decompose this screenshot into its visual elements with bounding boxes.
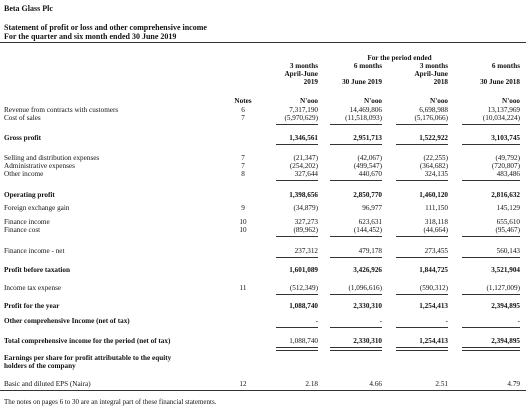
row-value-col3: - (445, 317, 448, 325)
row-value-col4: (49,792) (495, 154, 520, 162)
row-note: 6 (241, 106, 245, 114)
row-value-col2: 2,330,310 (353, 302, 382, 310)
row-value-col4: 2,394,895 (491, 337, 520, 345)
row-value-col3: 273,455 (424, 247, 448, 255)
subtotal-rule (276, 294, 318, 295)
row-note: 8 (241, 170, 245, 178)
grand-total-rule (396, 347, 448, 351)
row-label: Basic and diluted EPS (Naira) (4, 380, 91, 388)
row-value-col2: 479,178 (358, 247, 382, 255)
col3-heading-line2: April-June (414, 70, 448, 78)
row-value-col1: 1,346,561 (289, 134, 318, 142)
row-value-col2: 2,850,770 (353, 191, 382, 199)
row-label: Revenue from contracts with customers (4, 106, 119, 114)
subtotal-rule (330, 327, 382, 328)
grand-total-rule (276, 347, 318, 351)
subtotal-rule (276, 180, 318, 181)
row-value-col3: 1,254,413 (419, 337, 448, 345)
row-value-col4: (1,127,009) (486, 284, 520, 292)
subtotal-rule (396, 327, 448, 328)
row-value-col4: 2,394,895 (491, 302, 520, 310)
col1-heading-line3: 2019 (303, 78, 318, 86)
total-rule (396, 144, 448, 145)
subtotal-rule (276, 327, 318, 328)
subtotal-rule (330, 180, 382, 181)
col4-heading-line3: 30 June 2018 (480, 78, 520, 86)
row-label: Administrative expenses (4, 162, 75, 170)
header-rule (0, 42, 526, 43)
row-value-col3: (5,176,066) (414, 114, 448, 122)
row-value-col1: 2.18 (305, 380, 318, 388)
row-value-col1: 1,088,740 (289, 302, 318, 310)
column-group-heading: For the period ended (367, 54, 432, 62)
row-value-col3: 318,118 (424, 218, 448, 226)
col3-heading-line3: 2018 (433, 78, 448, 86)
row-value-col1: (89,962) (293, 226, 318, 234)
row-label: Finance income - net (4, 247, 65, 255)
row-value-col2: 2,330,310 (353, 337, 382, 345)
row-value-col1: 237,312 (294, 247, 318, 255)
row-value-col3: 1,844,725 (419, 266, 448, 274)
subtotal-rule (462, 327, 520, 328)
col1-heading-line1: 3 months (289, 62, 318, 70)
company-name: Beta Glass Plc (4, 4, 53, 13)
subtotal-rule (396, 294, 448, 295)
row-value-col2: (499,547) (353, 162, 382, 170)
row-value-col2: (42,067) (357, 154, 382, 162)
row-value-col2: (1,096,616) (348, 284, 382, 292)
total-rule (330, 144, 382, 145)
row-value-col3: (364,682) (419, 162, 448, 170)
row-value-col4: 3,521,904 (491, 266, 520, 274)
row-value-col4: 2,816,632 (491, 191, 520, 199)
row-value-col3: 1,460,120 (419, 191, 448, 199)
subtotal-rule (462, 124, 520, 125)
col1-heading-line2: April-June (284, 70, 318, 78)
row-value-col3: 324,135 (424, 170, 448, 178)
row-value-col1: 327,644 (294, 170, 318, 178)
footnote: The notes on pages 6 to 30 are an integral part of these financial statements. (4, 398, 217, 406)
eps-heading-line2: holders of the company (4, 362, 76, 370)
row-note: 12 (239, 380, 247, 388)
row-note: 11 (239, 284, 247, 292)
row-value-col2: 440,670 (358, 170, 382, 178)
row-label: Foreign exchange gain (4, 204, 70, 212)
row-label: Finance income (4, 218, 50, 226)
row-label: Selling and distribution expenses (4, 154, 100, 162)
row-value-col4: 483,486 (496, 170, 520, 178)
eps-heading-line1: Earnings per share for profit attributable to the equity (4, 354, 172, 362)
row-label: Other comprehensive Income (net of tax) (4, 317, 130, 325)
row-value-col1: - (315, 317, 318, 325)
row-value-col1: 327,273 (294, 218, 318, 226)
subtotal-rule (276, 257, 318, 258)
row-value-col2: 3,426,926 (353, 266, 382, 274)
row-value-col4: 655,610 (496, 218, 520, 226)
row-note: 7 (241, 154, 245, 162)
row-value-col3: (590,312) (419, 284, 448, 292)
row-value-col2: (11,518,093) (345, 114, 382, 122)
row-value-col1: (21,347) (293, 154, 318, 162)
row-value-col1: 1,088,740 (289, 337, 318, 345)
row-value-col4: (95,467) (495, 226, 520, 234)
col2-heading-line1: 6 months (353, 62, 382, 70)
row-value-col4: (10,034,224) (482, 114, 520, 122)
row-value-col1: 1,601,089 (289, 266, 318, 274)
row-value-col1: (512,349) (289, 284, 318, 292)
row-value-col1: (34,879) (293, 204, 318, 212)
row-value-col3: 1,522,922 (419, 134, 448, 142)
row-label: Profit for the year (4, 302, 60, 310)
col4-unit: N'ooo (502, 97, 520, 105)
subtotal-rule (276, 124, 318, 125)
row-label: Finance cost (4, 226, 41, 234)
row-value-col4: 4.79 (507, 380, 520, 388)
footer-rule (0, 390, 526, 391)
row-value-col2: 2,951,713 (353, 134, 382, 142)
row-value-col3: 6,698,988 (419, 106, 448, 114)
row-value-col2: (144,452) (353, 226, 382, 234)
subtotal-rule (396, 257, 448, 258)
total-rule (276, 144, 318, 145)
col2-unit: N'ooo (364, 97, 382, 105)
row-note: 9 (241, 204, 245, 212)
statement-title: Statement of profit or loss and other comprehensive income (4, 23, 207, 32)
row-label: Cost of sales (4, 114, 41, 122)
subtotal-rule (396, 236, 448, 237)
row-value-col4: 560,143 (496, 247, 520, 255)
row-value-col4: 13,137,969 (487, 106, 520, 114)
row-value-col3: (44,664) (423, 226, 448, 234)
col3-heading-line1: 3 months (419, 62, 448, 70)
row-value-col4: 3,103,745 (491, 134, 520, 142)
row-value-col4: (720,807) (491, 162, 520, 170)
row-value-col1: 1,398,656 (289, 191, 318, 199)
row-value-col3: (22,255) (423, 154, 448, 162)
subtotal-rule (462, 236, 520, 237)
col4-heading-line1: 6 months (491, 62, 520, 70)
row-value-col2: 4.66 (369, 380, 382, 388)
notes-heading: Notes (234, 97, 252, 105)
row-note: 7 (241, 162, 245, 170)
subtotal-rule (462, 294, 520, 295)
subtotal-rule (396, 180, 448, 181)
grand-total-rule (462, 347, 520, 351)
subtotal-rule (330, 236, 382, 237)
row-value-col4: - (517, 317, 520, 325)
row-note: 10 (239, 218, 247, 226)
row-label: Other income (4, 170, 44, 178)
subtotal-rule (396, 124, 448, 125)
row-value-col2: 96,977 (362, 204, 382, 212)
row-value-col2: 14,469,806 (349, 106, 382, 114)
row-value-col3: 2.51 (435, 380, 448, 388)
subtotal-rule (462, 180, 520, 181)
row-label: Income tax expense (4, 284, 62, 292)
subtotal-rule (276, 236, 318, 237)
total-rule (462, 144, 520, 145)
row-note: 10 (239, 226, 247, 234)
col3-unit: N'ooo (430, 97, 448, 105)
row-value-col2: - (379, 317, 382, 325)
subtotal-rule (462, 257, 520, 258)
row-value-col1: 7,317,190 (289, 106, 318, 114)
row-value-col2: 623,631 (358, 218, 382, 226)
row-label: Operating profit (4, 191, 55, 199)
row-value-col4: 145,129 (496, 204, 520, 212)
row-value-col1: (5,970,629) (284, 114, 318, 122)
col1-unit: N'ooo (300, 97, 318, 105)
subtotal-rule (330, 124, 382, 125)
col2-heading-line3: 30 June 2019 (342, 78, 382, 86)
subtotal-rule (330, 294, 382, 295)
statement-period: For the quarter and six month ended 30 June 2019 (4, 32, 177, 41)
row-label: Profit before taxation (4, 266, 71, 274)
row-value-col3: 1,254,413 (419, 302, 448, 310)
row-value-col3: 111,150 (425, 204, 448, 212)
row-label: Gross profit (4, 134, 42, 142)
grand-total-rule (330, 347, 382, 351)
row-note: 7 (241, 114, 245, 122)
row-value-col1: (254,202) (289, 162, 318, 170)
subtotal-rule (330, 257, 382, 258)
row-label: Total comprehensive income for the period (net of tax) (4, 337, 171, 345)
